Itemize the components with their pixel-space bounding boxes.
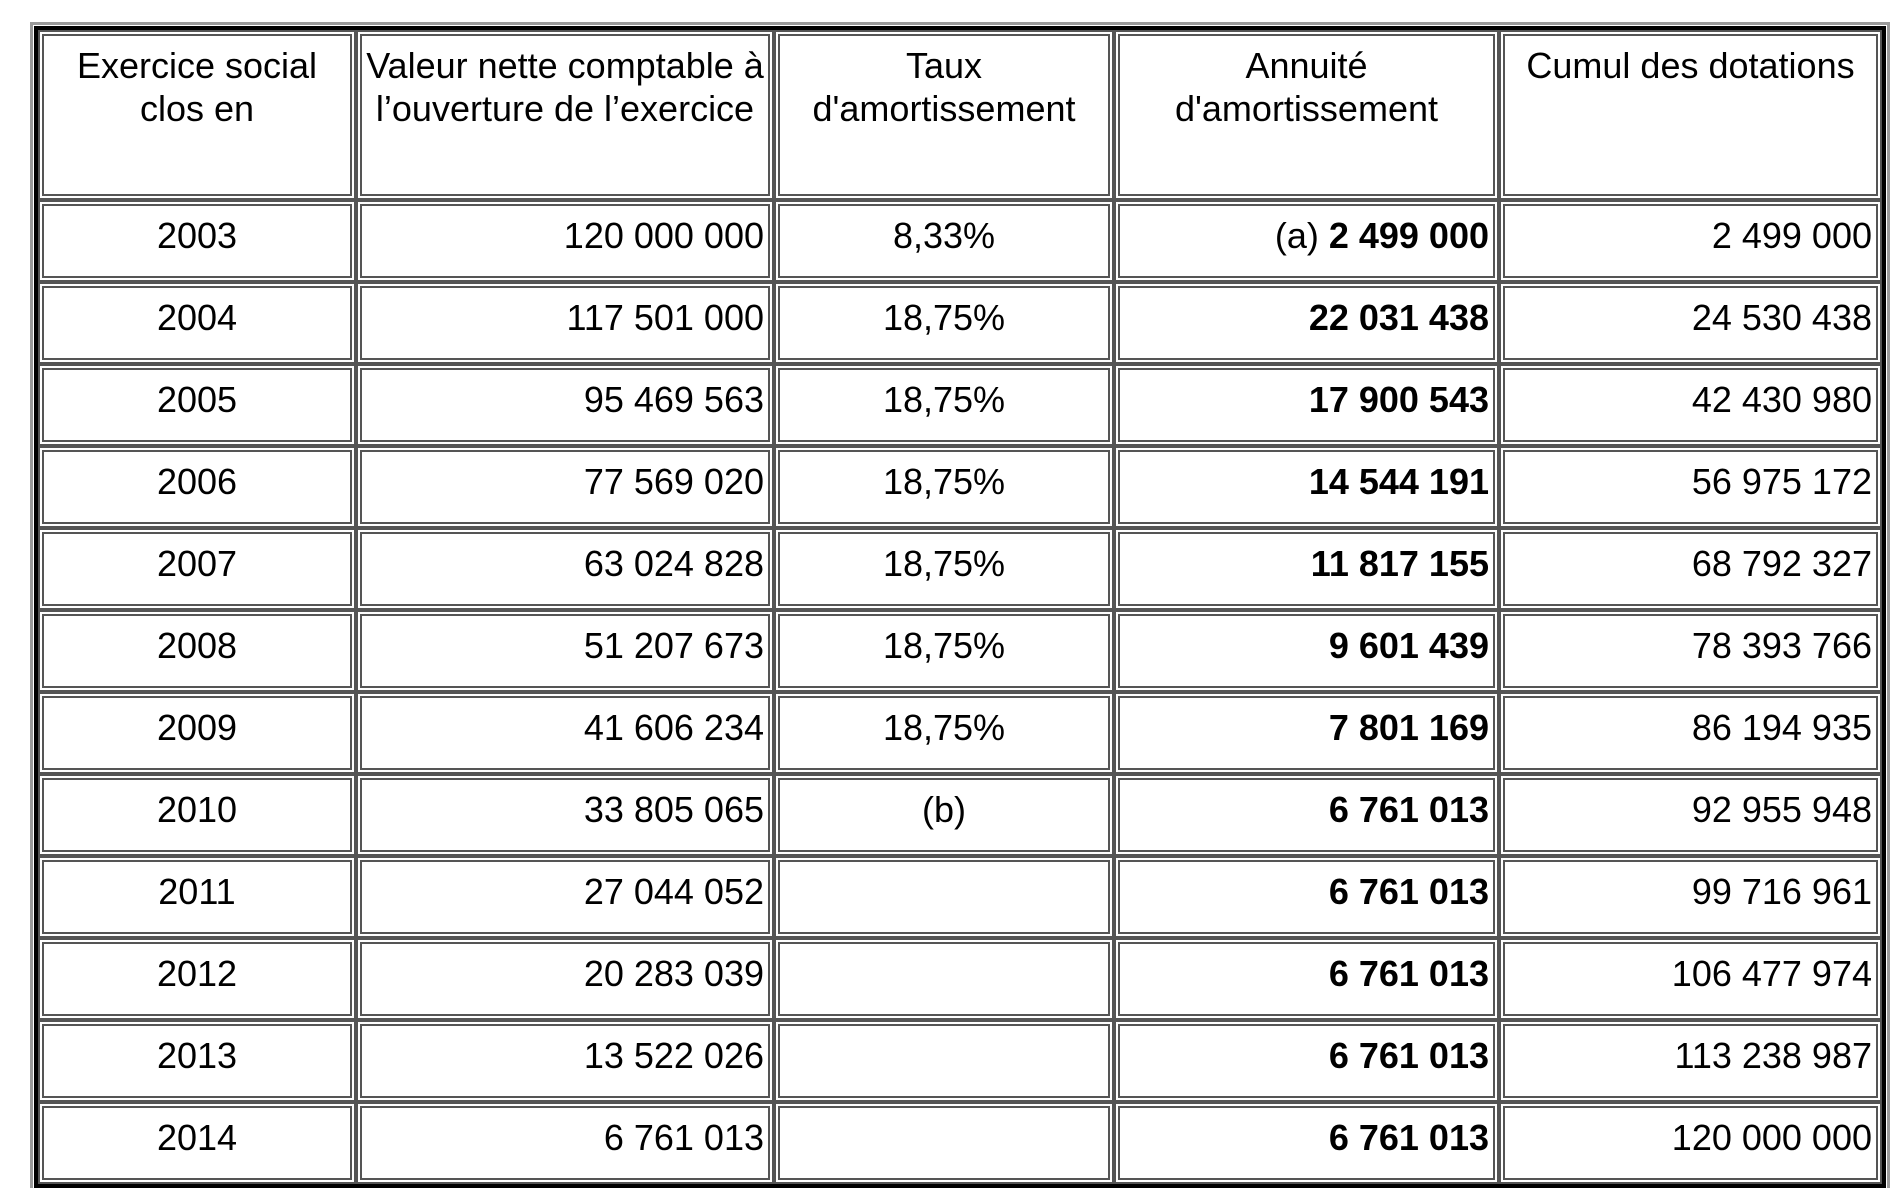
cell-annuite [1114,1020,1499,1102]
annuite-value: 6 761 013 [1328,871,1489,912]
cell-year: 2012 [38,938,356,1020]
cell-year: 2014 [38,1102,356,1184]
cell-annuite [1114,938,1499,1020]
cell-cumul: 99 716 961 [1499,856,1882,938]
annuite-value: 22 031 438 [1308,297,1489,338]
annuite-value: 11 817 155 [1310,543,1489,584]
amortization-table [34,26,1886,1188]
cell-annuite [1114,692,1499,774]
cell-valeur-nette: 6 761 013 [356,1102,774,1184]
annuite-value: 6 761 013 [1328,1035,1489,1076]
cell-year: 2009 [38,692,356,774]
annuite-value: 7 801 169 [1328,707,1489,748]
header-cumul: Cumul des dotations [1499,30,1882,200]
header-taux: Taux d'amortissement [774,30,1114,200]
cell-taux [774,1020,1114,1102]
cell-cumul: 106 477 974 [1499,938,1882,1020]
cell-year: 2011 [38,856,356,938]
cell-taux: 18,75% [774,282,1114,364]
cell-valeur-nette: 117 501 000 [356,282,774,364]
table-row [38,200,1882,282]
cell-year: 2005 [38,364,356,446]
cell-cumul: 42 430 980 [1499,364,1882,446]
cell-cumul: 86 194 935 [1499,692,1882,774]
cell-cumul: 68 792 327 [1499,528,1882,610]
cell-annuite [1114,610,1499,692]
cell-taux: 18,75% [774,528,1114,610]
table-row [38,774,1882,856]
cell-cumul: 92 955 948 [1499,774,1882,856]
cell-annuite [1114,200,1499,282]
annuite-value: 6 761 013 [1328,789,1489,830]
cell-year: 2008 [38,610,356,692]
cell-taux [774,938,1114,1020]
cell-annuite [1114,856,1499,938]
table-row [38,692,1882,774]
table-row [38,364,1882,446]
cell-taux: 8,33% [774,200,1114,282]
cell-taux: (b) [774,774,1114,856]
table-row [38,938,1882,1020]
cell-valeur-nette: 95 469 563 [356,364,774,446]
table-row [38,610,1882,692]
annuite-value: 17 900 543 [1308,379,1489,420]
cell-valeur-nette: 77 569 020 [356,446,774,528]
cell-year: 2010 [38,774,356,856]
cell-taux: 18,75% [774,446,1114,528]
annuite-value: 2 499 000 [1328,215,1489,256]
cell-cumul: 120 000 000 [1499,1102,1882,1184]
cell-annuite [1114,446,1499,528]
table-body [38,200,1882,1184]
cell-valeur-nette: 13 522 026 [356,1020,774,1102]
cell-valeur-nette: 27 044 052 [356,856,774,938]
table-row [38,1102,1882,1184]
annuite-value: 9 601 439 [1328,625,1489,666]
header-annuite: Annuité d'amortissement [1114,30,1499,200]
amortization-table-container [34,26,1878,1158]
annuite-value: 6 761 013 [1328,953,1489,994]
table-header-row [38,30,1882,200]
cell-annuite [1114,528,1499,610]
cell-annuite [1114,774,1499,856]
cell-valeur-nette: 63 024 828 [356,528,774,610]
annuite-value: 14 544 191 [1308,461,1489,502]
table-row [38,528,1882,610]
cell-taux: 18,75% [774,610,1114,692]
cell-year: 2013 [38,1020,356,1102]
cell-valeur-nette: 41 606 234 [356,692,774,774]
cell-taux: 18,75% [774,364,1114,446]
cell-annuite [1114,364,1499,446]
table-row [38,856,1882,938]
cell-valeur-nette: 20 283 039 [356,938,774,1020]
cell-cumul: 56 975 172 [1499,446,1882,528]
table-row [38,446,1882,528]
cell-taux: 18,75% [774,692,1114,774]
cell-cumul: 78 393 766 [1499,610,1882,692]
cell-valeur-nette: 33 805 065 [356,774,774,856]
cell-cumul: 24 530 438 [1499,282,1882,364]
cell-taux [774,856,1114,938]
cell-cumul: 2 499 000 [1499,200,1882,282]
cell-taux [774,1102,1114,1184]
header-valeur-nette: Valeur nette comptable à l’ouverture de l’exercice [356,30,774,200]
cell-year: 2006 [38,446,356,528]
cell-year: 2004 [38,282,356,364]
cell-annuite [1114,282,1499,364]
header-exercice: Exercice social clos en [38,30,356,200]
table-row [38,282,1882,364]
cell-year: 2007 [38,528,356,610]
cell-valeur-nette: 51 207 673 [356,610,774,692]
cell-annuite [1114,1102,1499,1184]
annuite-value: 6 761 013 [1328,1117,1489,1158]
annuite-note-marker: (a) [1274,215,1329,256]
cell-year: 2003 [38,200,356,282]
cell-cumul: 113 238 987 [1499,1020,1882,1102]
cell-valeur-nette: 120 000 000 [356,200,774,282]
table-row [38,1020,1882,1102]
